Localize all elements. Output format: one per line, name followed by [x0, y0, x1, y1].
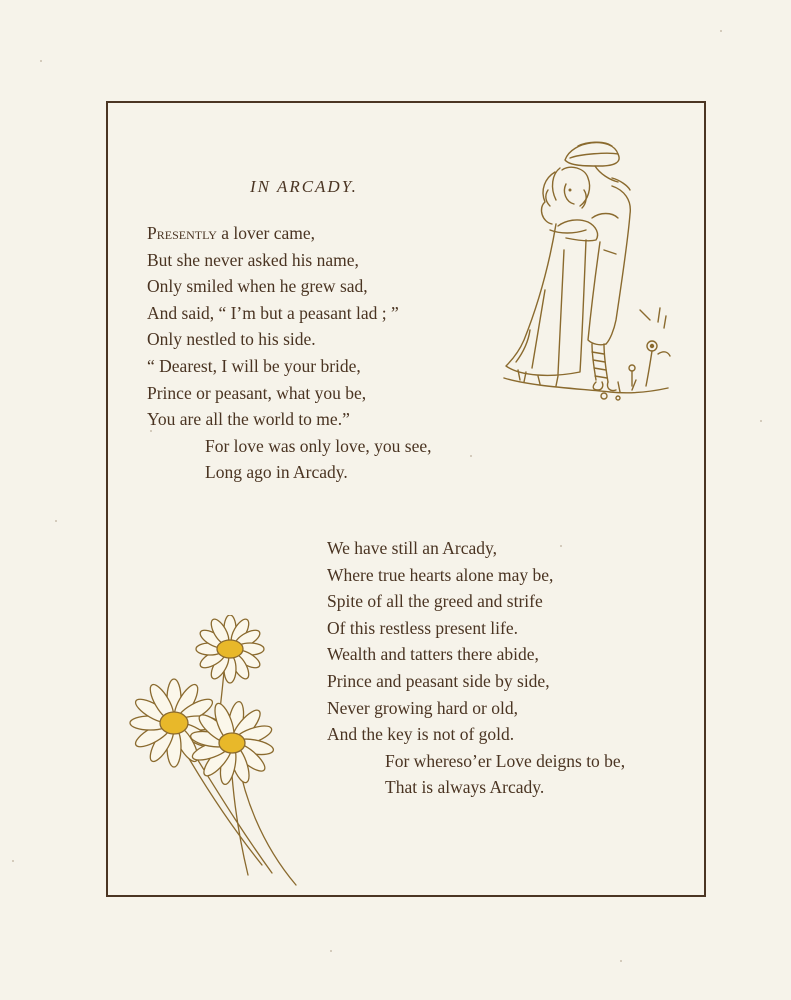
paper-speck — [55, 520, 57, 522]
poem-line: Where true hearts alone may be, — [327, 564, 554, 585]
stanza-one — [147, 220, 432, 486]
poem-line-indented: For love was only love, you see, — [205, 435, 432, 456]
paper-speck — [760, 420, 762, 422]
poem-line-indented: That is always Arcady. — [385, 777, 545, 798]
poem-line: Prince or peasant, what you be, — [147, 382, 367, 403]
paper-speck — [720, 30, 722, 32]
poem-line: We have still an Arcady, — [327, 538, 497, 558]
poem-line-indented: Long ago in Arcady. — [205, 462, 348, 483]
stanza-two — [327, 535, 625, 801]
poem-line: Prince and peasant side by side, — [327, 670, 550, 691]
poem-line: Spite of all the greed and strife — [327, 591, 543, 612]
poem-line: Only nestled to his side. — [147, 329, 316, 350]
paper-speck — [40, 60, 42, 62]
poem-line: Presently a lover came, — [147, 223, 316, 243]
poem-line: You are all the world to me.” — [147, 409, 350, 430]
first-word: Presently — [147, 223, 217, 243]
children-embracing-illustration — [500, 130, 680, 405]
paper-speck — [12, 860, 14, 862]
poem-line-indented: For whereso’er Love deigns to be, — [385, 750, 626, 771]
poem-line: “ Dearest, I will be your bride, — [147, 355, 361, 376]
paper-speck — [620, 960, 622, 962]
poem-title: IN ARCADY. — [250, 177, 358, 196]
poem-line: Only smiled when he grew sad, — [147, 276, 368, 297]
paper-speck — [330, 950, 332, 952]
poem-line: Of this restless present life. — [327, 617, 518, 638]
poem-line: And said, “ I’m but a peasant lad ; ” — [147, 302, 399, 323]
poem-line: But she never asked his name, — [147, 249, 359, 270]
daisies-illustration — [112, 615, 312, 895]
poem-line: Wealth and tatters there abide, — [327, 644, 539, 665]
poem-line: Never growing hard or old, — [327, 697, 518, 718]
poem-line: And the key is not of gold. — [327, 724, 515, 745]
